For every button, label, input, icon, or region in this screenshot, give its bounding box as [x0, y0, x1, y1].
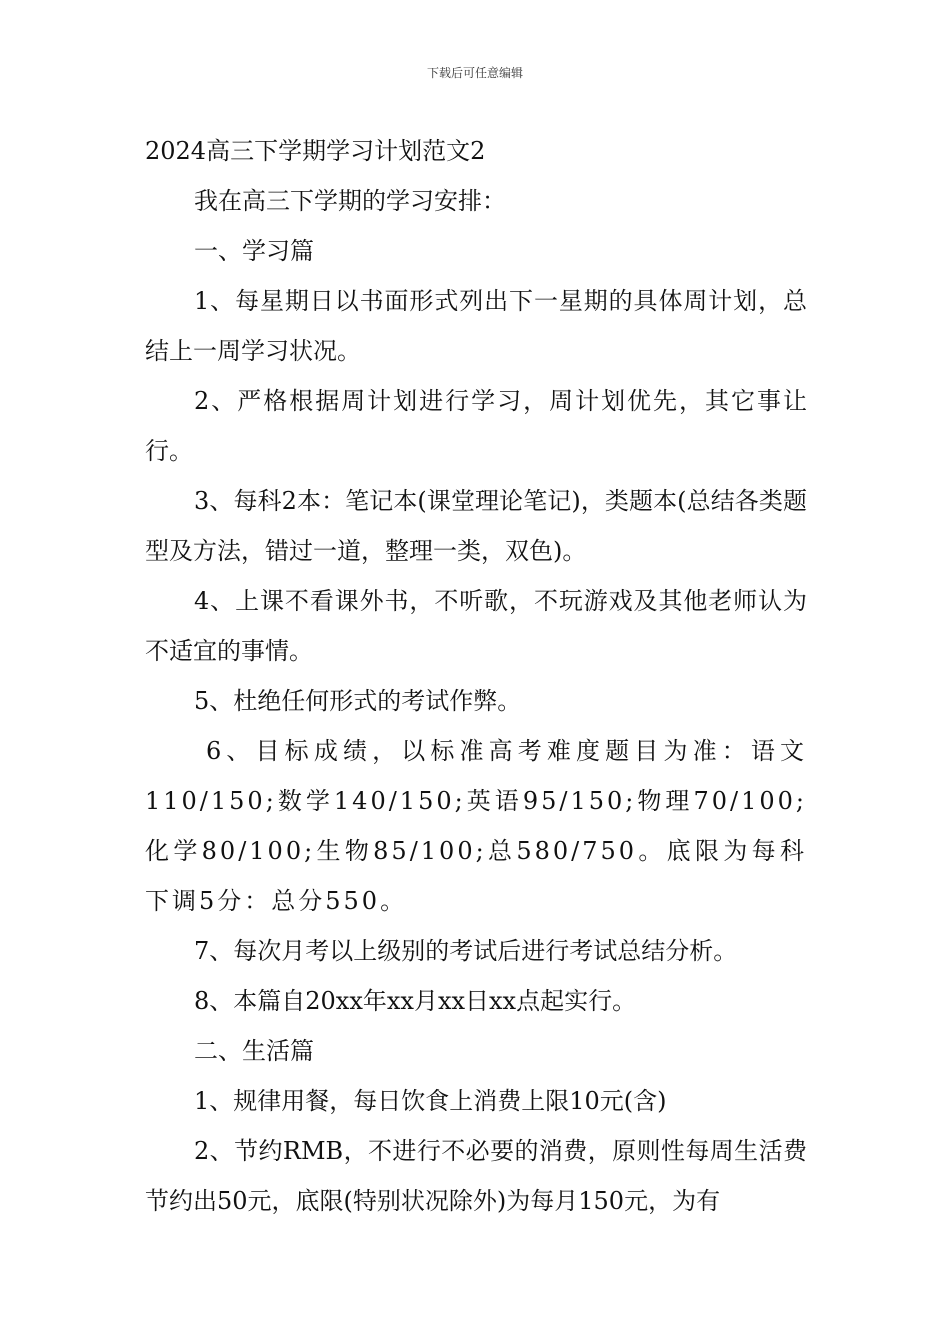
paragraph-study-3: 3、每科2本：笔记本(课堂理论笔记)，类题本(总结各类题型及方法，错过一道，整理一类，双色)。 [145, 487, 807, 565]
paragraph-study-4: 4、上课不看课外书，不听歌，不玩游戏及其他老师认为不适宜的事情。 [145, 587, 807, 665]
document-body [145, 126, 807, 1226]
paragraph-study-2: 2、严格根据周计划进行学习，周计划优先，其它事让行。 [145, 387, 807, 465]
paragraph-study-5: 5、杜绝任何形式的考试作弊。 [194, 687, 522, 715]
paragraph-study-8: 8、本篇自20xx年xx月xx日xx点起实行。 [194, 987, 637, 1015]
section-heading-study: 一、学习篇 [194, 237, 314, 265]
document-title: 2024高三下学期学习计划范文2 [145, 137, 486, 165]
section-heading-life: 二、生活篇 [194, 1037, 314, 1065]
paragraph-study-6: 6、目标成绩，以标准高考难度题目为准：语文110/150;数学140/150;英语95/150;物理70/100;化学80/100;生物85/100;总580/750。底限为每科下调5分：总分550。 [145, 737, 807, 915]
paragraph-intro: 我在高三下学期的学习安排： [194, 187, 506, 215]
paragraph-life-2: 2、节约RMB，不进行不必要的消费，原则性每周生活费节约出50元，底限(特别状况除外)为每月150元，为有 [145, 1137, 807, 1215]
paragraph-study-7: 7、每次月考以上级别的考试后进行考试总结分析。 [194, 937, 738, 965]
page-header: 下载后可任意编辑 [426, 66, 523, 80]
paragraph-life-1: 1、规律用餐，每日饮食上消费上限10元(含) [194, 1087, 667, 1115]
paragraph-study-1: 1、每星期日以书面形式列出下一星期的具体周计划，总结上一周学习状况。 [145, 287, 807, 365]
